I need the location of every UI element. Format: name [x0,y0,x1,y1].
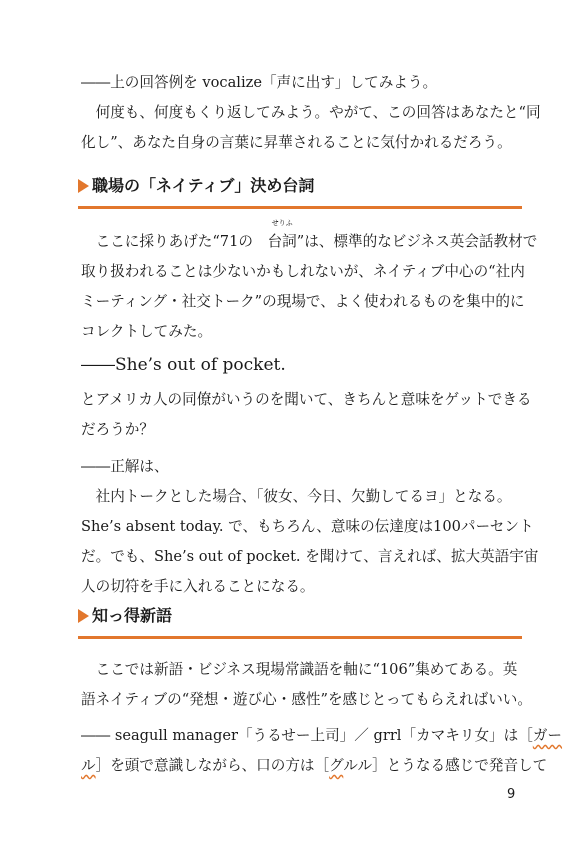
triangle-bullet-icon [78,179,89,193]
body-line: とアメリカ人の同僚がいうのを聞いて、きちんと意味をゲットできる [81,391,532,408]
body-line: ミーティング・社交トーク”の現場で、よく使われるものを集中的に [81,293,525,310]
intro-line: 何度も、何度もくり返してみよう。やがて、この回答はあなたと“同 [95,104,541,121]
text-span: ここに採りあげた“71の [95,233,253,250]
example-quote: ――She’s out of pocket. [81,355,286,375]
body-line: ここでは新語・ビジネス現場常識語を軸に“106”集めてある。英 [95,661,518,678]
intro-line: 化し”、あなた自身の言葉に昇華されることに気付かれるだろう。 [81,134,512,151]
ruby-word [253,219,297,257]
emphasis-wavy: グ [329,757,344,774]
emphasis-wavy: ガー [532,727,563,744]
section-heading-title: 知っ得新語 [92,606,173,625]
ruby-annotation: せりふ [271,219,293,227]
text-span: ―― seagull manager「うるせー上司」／ grrl「カマキリ女」は［ [81,727,533,744]
body-line: She’s absent today. で、もちろん、意味の伝達度は100パーセント [81,518,534,535]
body-line [81,721,563,751]
section-heading-title: 職場の「ネイティブ」決め台詞 [92,176,315,195]
emphasis-wavy: ル [81,757,96,774]
section-heading [78,605,522,639]
text-span: ”は、標準的なビジネス英会話教材で [296,233,538,250]
body-line [81,219,538,257]
ruby-base: 台詞 [267,233,297,250]
body-line: だ。でも、She’s out of pocket. を聞けて、言えれば、拡大英語宇宙 [81,548,539,565]
body-line: 社内トークとした場合、「彼女、今日、欠勤してるヨ」となる。 [95,488,512,505]
text-span: ］を頭で意識しながら、口の方は［ [95,757,330,774]
text-span: ルル］とうなる感じで発音して [343,757,548,774]
triangle-bullet-icon [78,609,89,623]
body-line: だろうか？ [81,421,154,438]
body-line [81,751,548,781]
body-line: 取り扱われることは少ないかもしれないが、ネイティブ中心の“社内 [81,263,525,280]
body-line: 語ネイティブの“発想・遊び心・感性”を感じとってもらえればいい。 [81,691,532,708]
page-number: 9 [507,787,516,802]
body-line: コレクトしてみた。 [81,323,213,340]
section-heading [78,175,522,209]
intro-line: ――上の回答例を vocalize「声に出す」してみよう。 [81,74,438,91]
body-line: ――正解は、 [81,458,169,475]
body-line: 人の切符を手に入れることになる。 [81,578,315,595]
